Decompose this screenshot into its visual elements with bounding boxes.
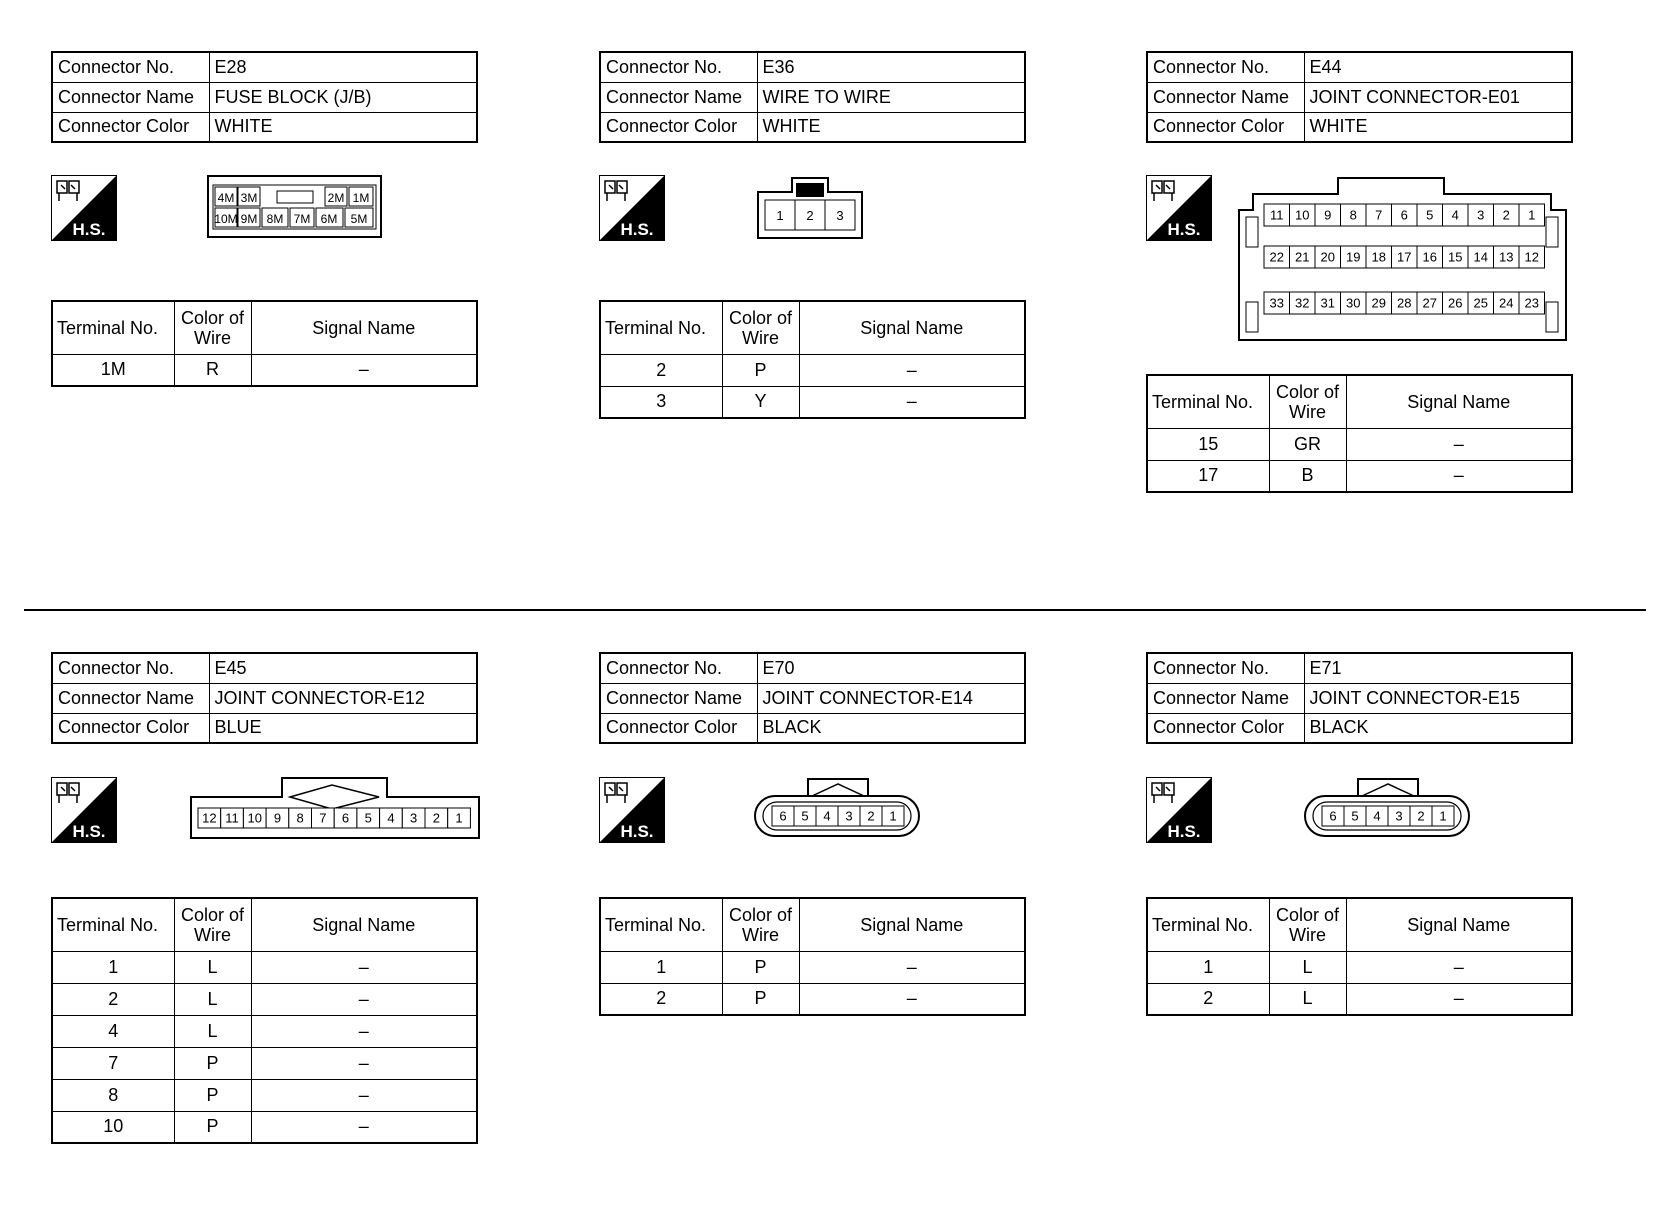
wire-color-cell: R — [174, 354, 251, 386]
pin-label: 1 — [776, 208, 784, 223]
label-connector-no: Connector No. — [1147, 52, 1304, 82]
pin-label: 2 — [432, 810, 440, 826]
pin-label: 5 — [364, 810, 372, 826]
pin-label: 14 — [1473, 249, 1488, 265]
wire-color-cell: L — [1269, 983, 1346, 1015]
terminal-cell: 2 — [600, 354, 722, 386]
signal-name-cell: – — [1346, 983, 1572, 1015]
pin-label: 1 — [455, 810, 463, 826]
wire-color-cell: P — [174, 1047, 251, 1079]
connector-face-e70 — [754, 778, 920, 838]
hs-label: H.S. — [620, 822, 654, 841]
connector-color: BLUE — [209, 713, 477, 743]
connector-no: E45 — [209, 653, 477, 683]
pin-label: 6 — [1329, 808, 1337, 824]
label-connector-color: Connector Color — [600, 713, 757, 743]
pin-label: 9M — [240, 212, 258, 226]
pin-label: 19 — [1346, 249, 1361, 265]
terminal-cell: 17 — [1147, 460, 1269, 492]
signal-name-cell: – — [251, 951, 477, 983]
connector-info-e45 — [51, 652, 478, 744]
label-connector-name: Connector Name — [52, 82, 209, 112]
terminal-table-e44 — [1146, 374, 1573, 493]
terminal-table-e36 — [599, 300, 1026, 419]
signal-name-cell: – — [251, 983, 477, 1015]
hs-label: H.S. — [72, 220, 106, 239]
pin-label: 13 — [1499, 249, 1514, 265]
terminal-cell: 1M — [52, 354, 174, 386]
table-row — [600, 386, 1025, 418]
label-connector-name: Connector Name — [1147, 82, 1304, 112]
label-connector-name: Connector Name — [600, 683, 757, 713]
label-connector-color: Connector Color — [52, 713, 209, 743]
label-connector-name: Connector Name — [1147, 683, 1304, 713]
pin-label: 5 — [1351, 808, 1359, 824]
header-signal-name: Signal Name — [251, 301, 477, 354]
pin-label: 6 — [341, 810, 350, 826]
connector-info-e36 — [599, 51, 1026, 143]
terminal-cell: 3 — [600, 386, 722, 418]
table-row — [600, 354, 1025, 386]
terminal-cell: 7 — [52, 1047, 174, 1079]
pin-label: 5 — [1426, 207, 1434, 223]
pin-label: 24 — [1499, 295, 1514, 311]
header-signal-name: Signal Name — [251, 898, 477, 951]
pin-label: 3 — [1477, 207, 1485, 223]
table-row — [1147, 460, 1572, 492]
hs-label: H.S. — [72, 822, 106, 841]
signal-name-cell: – — [799, 983, 1025, 1015]
terminal-cell: 2 — [1147, 983, 1269, 1015]
table-row — [1147, 983, 1572, 1015]
pin-label: 12 — [202, 810, 217, 826]
header-color-of-wire: Color of Wire — [722, 301, 799, 354]
pin-label: 6 — [779, 808, 787, 824]
terminal-table-e28 — [51, 300, 478, 387]
pin-label: 4 — [1373, 808, 1381, 824]
header-terminal-no: Terminal No. — [600, 898, 722, 951]
wire-color-cell: P — [174, 1079, 251, 1111]
table-row — [52, 354, 477, 386]
wire-color-cell: L — [174, 951, 251, 983]
pin-label: 1 — [1439, 808, 1447, 824]
label-connector-no: Connector No. — [52, 653, 209, 683]
label-connector-color: Connector Color — [1147, 112, 1304, 142]
connector-info-e71 — [1146, 652, 1573, 744]
signal-name-cell: – — [799, 386, 1025, 418]
terminal-cell: 1 — [600, 951, 722, 983]
table-row — [52, 1015, 477, 1047]
table-row — [52, 1111, 477, 1143]
header-color-of-wire: Color of Wire — [174, 301, 251, 354]
pin-label: 2 — [806, 208, 814, 223]
wire-color-cell: L — [174, 1015, 251, 1047]
table-row — [1147, 428, 1572, 460]
harness-side-icon — [599, 175, 665, 241]
table-row — [1147, 951, 1572, 983]
connector-info-e28 — [51, 51, 478, 143]
header-terminal-no: Terminal No. — [52, 898, 174, 951]
harness-side-icon — [1146, 777, 1212, 843]
harness-side-icon — [1146, 175, 1212, 241]
connector-info-e70 — [599, 652, 1026, 744]
terminal-cell: 15 — [1147, 428, 1269, 460]
connector-color: WHITE — [757, 112, 1025, 142]
connector-name: JOINT CONNECTOR-E14 — [757, 683, 1025, 713]
header-signal-name: Signal Name — [1346, 898, 1572, 951]
pin-label: 18 — [1371, 249, 1386, 265]
terminal-cell: 1 — [52, 951, 174, 983]
pin-label: 8 — [1349, 207, 1357, 223]
pin-label: 15 — [1448, 249, 1463, 265]
wire-color-cell: P — [722, 951, 799, 983]
pin-label: 7M — [293, 212, 311, 226]
pin-label: 3M — [240, 191, 258, 205]
connector-no: E70 — [757, 653, 1025, 683]
pin-label: 30 — [1346, 295, 1361, 311]
signal-name-cell: – — [251, 1079, 477, 1111]
connector-color: BLACK — [1304, 713, 1572, 743]
pin-label: 28 — [1397, 295, 1412, 311]
pin-label: 31 — [1320, 295, 1335, 311]
pin-label: 5M — [350, 212, 368, 226]
signal-name-cell: – — [251, 1015, 477, 1047]
header-signal-name: Signal Name — [799, 898, 1025, 951]
signal-name-cell: – — [799, 354, 1025, 386]
label-connector-color: Connector Color — [600, 112, 757, 142]
pin-label: 2 — [1502, 207, 1510, 223]
wire-color-cell: P — [174, 1111, 251, 1143]
pin-label: 3 — [836, 208, 844, 223]
terminal-table-e71 — [1146, 897, 1573, 1016]
harness-side-icon — [599, 777, 665, 843]
signal-name-cell: – — [251, 1047, 477, 1079]
signal-name-cell: – — [799, 951, 1025, 983]
pin-label: 22 — [1269, 249, 1284, 265]
pin-label: 4 — [1451, 207, 1459, 223]
connector-face-e71 — [1304, 778, 1470, 838]
connector-name: JOINT CONNECTOR-E01 — [1304, 82, 1572, 112]
pin-label: 6 — [1400, 207, 1408, 223]
connector-no: E28 — [209, 52, 477, 82]
wire-color-cell: P — [722, 354, 799, 386]
pin-label: 3 — [845, 808, 853, 824]
signal-name-cell: – — [1346, 460, 1572, 492]
header-terminal-no: Terminal No. — [600, 301, 722, 354]
pin-label: 4 — [387, 810, 395, 826]
hs-label: H.S. — [1167, 220, 1201, 239]
connector-face-e44 — [1238, 177, 1568, 342]
connector-color: WHITE — [209, 112, 477, 142]
harness-side-icon — [51, 175, 117, 241]
connector-info-e44 — [1146, 51, 1573, 143]
pin-label: 5 — [801, 808, 809, 824]
pin-label: 2 — [867, 808, 875, 824]
wire-color-cell: B — [1269, 460, 1346, 492]
connector-name: FUSE BLOCK (J/B) — [209, 82, 477, 112]
pin-label: 29 — [1371, 295, 1386, 311]
pin-label: 21 — [1295, 249, 1310, 265]
connector-no: E44 — [1304, 52, 1572, 82]
pin-label: 7 — [1375, 207, 1383, 223]
signal-name-cell: – — [1346, 428, 1572, 460]
wire-color-cell: Y — [722, 386, 799, 418]
pin-label: 23 — [1524, 295, 1539, 311]
table-row — [52, 1079, 477, 1111]
connector-no: E71 — [1304, 653, 1572, 683]
connector-face-e36 — [757, 177, 863, 239]
label-connector-no: Connector No. — [600, 52, 757, 82]
pin-label: 2M — [327, 191, 345, 205]
pin-label: 9 — [273, 810, 282, 826]
pin-label: 4 — [823, 808, 831, 824]
section-divider — [24, 609, 1646, 611]
terminal-table-e45 — [51, 897, 478, 1144]
pin-label: 1 — [1528, 207, 1536, 223]
table-row — [52, 1047, 477, 1079]
terminal-cell: 1 — [1147, 951, 1269, 983]
pin-label: 12 — [1524, 249, 1539, 265]
header-color-of-wire: Color of Wire — [722, 898, 799, 951]
pin-label: 10M — [214, 212, 238, 226]
header-terminal-no: Terminal No. — [1147, 898, 1269, 951]
hs-label: H.S. — [620, 220, 654, 239]
label-connector-color: Connector Color — [1147, 713, 1304, 743]
wire-color-cell: L — [174, 983, 251, 1015]
label-connector-no: Connector No. — [1147, 653, 1304, 683]
pin-label: 33 — [1269, 295, 1284, 311]
connector-no: E36 — [757, 52, 1025, 82]
header-terminal-no: Terminal No. — [52, 301, 174, 354]
label-connector-no: Connector No. — [52, 52, 209, 82]
table-row — [600, 951, 1025, 983]
pin-label: 4M — [217, 191, 235, 205]
connector-name: WIRE TO WIRE — [757, 82, 1025, 112]
signal-name-cell: – — [251, 1111, 477, 1143]
pin-label: 3 — [1395, 808, 1403, 824]
connector-face-e45 — [190, 777, 480, 839]
hs-label: H.S. — [1167, 822, 1201, 841]
header-color-of-wire: Color of Wire — [174, 898, 251, 951]
table-row — [52, 951, 477, 983]
pin-label: 8M — [266, 212, 284, 226]
terminal-cell: 2 — [600, 983, 722, 1015]
wire-color-cell: P — [722, 983, 799, 1015]
label-connector-no: Connector No. — [600, 653, 757, 683]
pin-label: 32 — [1295, 295, 1310, 311]
connector-name: JOINT CONNECTOR-E15 — [1304, 683, 1572, 713]
pin-label: 2 — [1417, 808, 1425, 824]
connector-name: JOINT CONNECTOR-E12 — [209, 683, 477, 713]
pin-label: 11 — [225, 810, 239, 826]
terminal-cell: 2 — [52, 983, 174, 1015]
pin-label: 20 — [1320, 249, 1335, 265]
signal-name-cell: – — [251, 354, 477, 386]
connector-color: BLACK — [757, 713, 1025, 743]
signal-name-cell: – — [1346, 951, 1572, 983]
terminal-table-e70 — [599, 897, 1026, 1016]
pin-label: 17 — [1397, 249, 1412, 265]
label-connector-name: Connector Name — [52, 683, 209, 713]
pin-label: 6M — [320, 212, 338, 226]
harness-side-icon — [51, 777, 117, 843]
terminal-cell: 8 — [52, 1079, 174, 1111]
connector-color: WHITE — [1304, 112, 1572, 142]
wire-color-cell: L — [1269, 951, 1346, 983]
pin-label: 16 — [1422, 249, 1437, 265]
pin-label: 1M — [352, 191, 370, 205]
pin-label: 3 — [410, 810, 418, 826]
table-row — [600, 983, 1025, 1015]
header-signal-name: Signal Name — [1346, 375, 1572, 428]
pin-label: 9 — [1324, 207, 1332, 223]
connector-face-e28 — [207, 175, 382, 238]
header-signal-name: Signal Name — [799, 301, 1025, 354]
terminal-cell: 10 — [52, 1111, 174, 1143]
table-row — [52, 983, 477, 1015]
pin-label: 8 — [296, 810, 304, 826]
header-terminal-no: Terminal No. — [1147, 375, 1269, 428]
pin-label: 25 — [1473, 295, 1488, 311]
header-color-of-wire: Color of Wire — [1269, 898, 1346, 951]
pin-label: 26 — [1448, 295, 1463, 311]
wire-color-cell: GR — [1269, 428, 1346, 460]
label-connector-name: Connector Name — [600, 82, 757, 112]
pin-label: 1 — [889, 808, 897, 824]
pin-label: 27 — [1422, 295, 1437, 311]
pin-label: 10 — [1295, 207, 1310, 223]
label-connector-color: Connector Color — [52, 112, 209, 142]
pin-label: 10 — [247, 810, 262, 826]
terminal-cell: 4 — [52, 1015, 174, 1047]
header-color-of-wire: Color of Wire — [1269, 375, 1346, 428]
pin-label: 7 — [319, 810, 327, 826]
pin-label: 11 — [1270, 207, 1284, 223]
